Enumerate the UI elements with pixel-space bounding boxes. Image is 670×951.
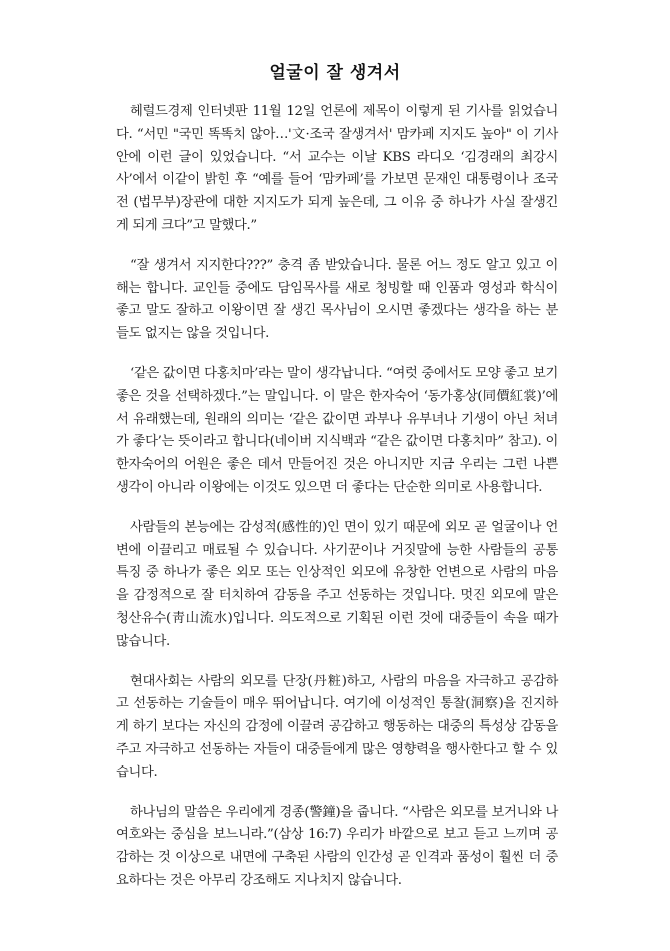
paragraph-3: ‘같은 값이면 다홍치마’라는 말이 생각납니다. “여럿 중에서도 모양 좋고 보기 좋은 것을 선택하겠다.”는 말입니다. 이 말은 한자숙어 ‘동가홍상(同價紅裳)’에서 유래했는데, 원래의 의미는 ‘같은 값이면 과부나 유부녀나 기생이 아닌 처녀가 좋다’는 뜻이라고 합니다(네이버 지식백과 “같은 값이면 다홍치마” 참고). 이 한자숙어의 어원은 좋은 데서 만들어진 것은 아니지만 지금 우리는 그런 나쁜 생각이 아니라 이왕에는 이것도 있으면 더 좋다는 단순한 의미로 사용합니다. xyxy=(116,365,558,495)
paragraph-2: “잘 생겨서 지지한다???” 충격 좀 받았습니다. 물론 어느 정도 알고 있고 이해는 합니다. 교인들 중에도 담임목사를 새로 청빙할 때 인품과 영성과 학식이 좋고 말도 잘하고 이왕이면 잘 생긴 목사님이 오시면 좋겠다는 생각을 하는 분들도 없지는 않을 것입니다. xyxy=(116,257,558,342)
document-title: 얼굴이 잘 생겨서 xyxy=(269,63,401,83)
paragraph-1: 헤럴드경제 인터넷판 11월 12일 언론에 제목이 이렇게 된 기사를 읽었습니다. “서민 "국민 똑똑치 않아…'文·조국 잘생겨서' 맘카페 지지도 높아" 이 기사 안에 이런 글이 있었습니다. “서 교수는 이날 KBS 라디오 ‘김경래의 최강시사’에서 이같이 밝힌 후 “예를 들어 ‘맘카페’를 가보면 문재인 대통령이나 조국 전 (법무부)장관에 대한 지지도가 되게 높은데, 그 이유 중 하나가 사실 잘생긴 게 되게 크다”고 말했다.” xyxy=(116,104,558,233)
paragraph-6: 하나님의 말씀은 우리에게 경종(警鐘)을 줍니다. “사람은 외모를 보거니와 나 여호와는 중심을 보느니라.”(삼상 16:7) 우리가 바깥으로 보고 듣고 느끼며 공감하는 것 이상으로 내면에 구축된 사람의 인간성 곧 인격과 품성이 훨씬 더 중요하다는 것은 아무리 강조해도 지나치지 않습니다. xyxy=(116,804,558,888)
paragraph-5: 현대사회는 사람의 외모를 단장(丹粧)하고, 사람의 마음을 자극하고 공감하고 선동하는 기술들이 매우 뛰어납니다. 여기에 이성적인 통찰(洞察)을 진지하게 하기 보다는 자신의 감정에 이끌려 공감하고 행동하는 대중의 특성상 감동을 주고 자극하고 선동하는 자들이 대중들에게 많은 영향력을 행사한다고 할 수 있습니다. xyxy=(116,673,558,780)
paragraph-4: 사람들의 본능에는 감성적(感性的)인 면이 있기 때문에 외모 곧 얼굴이나 언변에 이끌리고 매료될 수 있습니다. 사기꾼이나 거짓말에 능한 사람들의 공통 특징 중 하나가 좋은 외모 또는 인상적인 외모에 유창한 언변으로 사람의 마음을 감정적으로 잘 터치하여 감동을 주고 선동하는 것입니다. 멋진 외모에 말은 청산유수(靑山流水)입니다. 의도적으로 기획된 이런 것에 대중들이 속을 때가 많습니다. xyxy=(116,519,558,649)
document-body xyxy=(116,101,558,910)
